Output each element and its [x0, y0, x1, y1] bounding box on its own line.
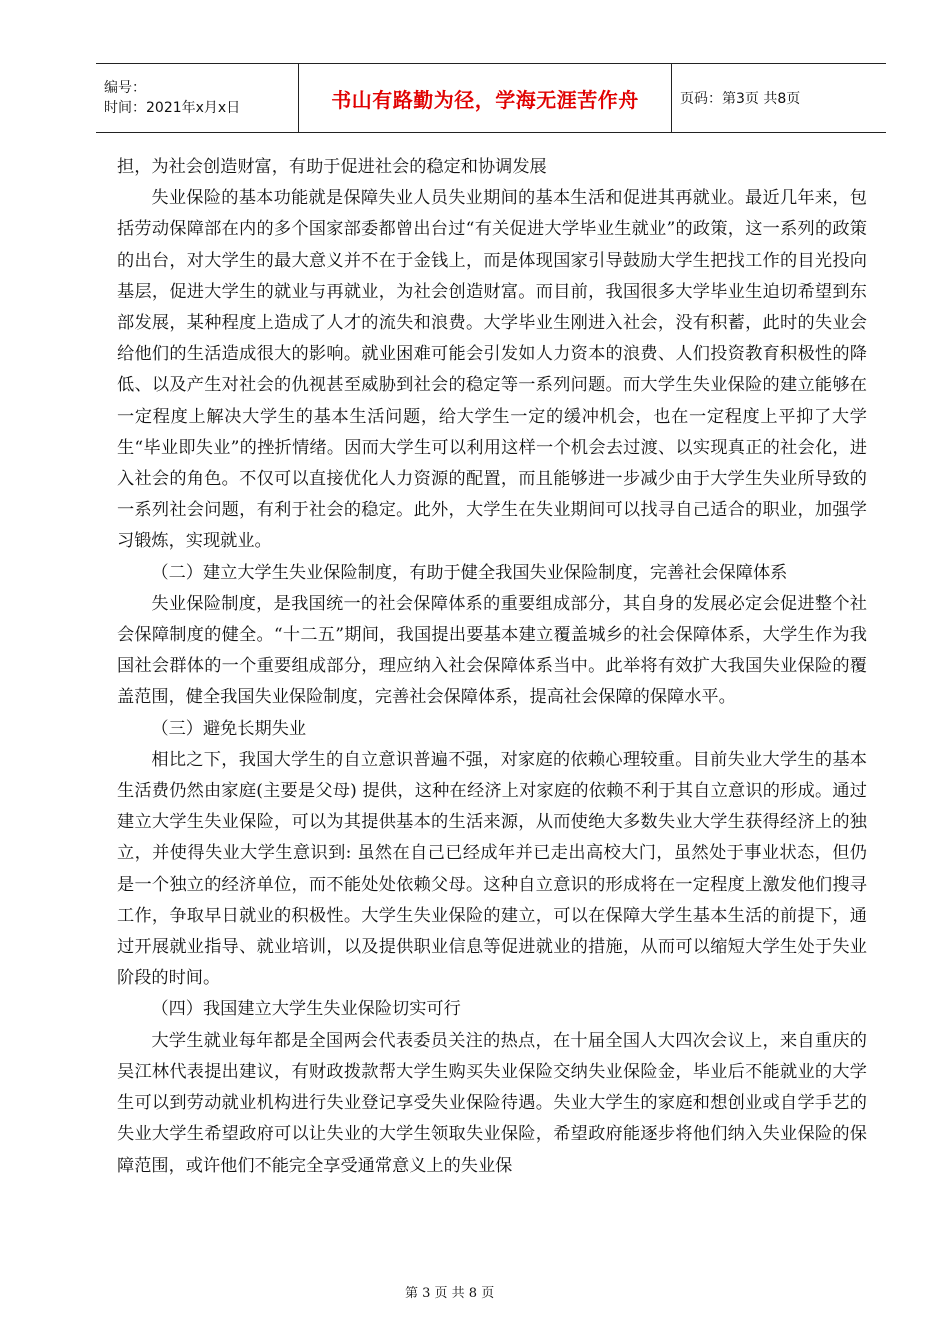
- header-page-info-cell: [672, 64, 886, 132]
- paragraph: 相比之下，我国大学生的自立意识普遍不强，对家庭的依赖心理较重。目前失业大学生的基本生活费仍然由家庭(主要是父母) 提供，这种在经济上对家庭的依赖不利于其自立意识的形成。通过建立大学生失业保险，可以为其提供基本的生活来源，从而使绝大多数失业大学生获得经济上的独立，并使得失业大学生意识到: 虽然在自己已经成年并已走出高校大门，虽然处于事业状态，但仍是一个独立的经济单位，而不能处处依赖父母。这种自立意识的形成将在一定程度上激发他们搜寻工作，争取早日就业的积极性。大学生失业保险的建立，可以在保障大学生基本生活的前提下，通过开展就业指导、就业培训，以及提供职业信息等促进就业的措施，从而可以缩短大学生处于失业阶段的时间。: [117, 749, 867, 989]
- paragraph: 失业保险制度，是我国统一的社会保障体系的重要组成部分，其自身的发展必定会促进整个社会保障制度的健全。“十二五”期间，我国提出要基本建立覆盖城乡的社会保障体系，大学生作为我国社会群体的一个重要组成部分，理应纳入社会保障体系当中。此举将有效扩大我国失业保险的覆盖范围，健全我国失业保险制度，完善社会保障体系，提高社会保障的保障水平。: [117, 593, 867, 708]
- document-time-label: 时间：2021年x月x日: [104, 100, 241, 116]
- page-footer: [0, 1282, 950, 1301]
- document-number-label: 编号：: [104, 80, 146, 96]
- section-heading: （三）避免长期失业: [151, 718, 307, 739]
- paragraph: 担，为社会创造财富，有助于促进社会的稳定和协调发展: [117, 157, 547, 177]
- footer-page-number: 第 3 页 共 8 页: [405, 1286, 495, 1301]
- paragraph: 大学生就业每年都是全国两会代表委员关注的热点，在十届全国人大四次会议上，来自重庆的吴江林代表提出建议，有财政拨款帮大学生购买失业保险交纳失业保险金，毕业后不能就业的大学生可以到劳动就业机构进行失业登记享受失业保险待遇。失业大学生的家庭和想创业或自学手艺的失业大学生希望政府可以让失业的大学生领取失业保险，希望政府能逐步将他们纳入失业保险的保障范围，或许他们不能完全享受通常意义上的失业保: [117, 1030, 867, 1176]
- section-heading: （四）我国建立大学生失业保险切实可行: [151, 999, 461, 1020]
- header-meta: [96, 64, 298, 132]
- paragraph: 失业保险的基本功能就是保障失业人员失业期间的基本生活和促进其再就业。最近几年来，包括劳动保障部在内的多个国家部委都曾出台过“有关促进大学毕业生就业”的政策，这一系列的政策的出台，对大学生的最大意义并不在于金钱上，而是体现国家引导鼓励大学生把找工作的目光投向基层，促进大学生的就业与再就业，为社会创造财富。而目前，我国很多大学毕业生迫切希望到东部发展，某种程度上造成了人才的流失和浪费。大学毕业生刚进入社会，没有积蓄，此时的失业会给他们的生活造成很大的影响。就业困难可能会引发如人力资本的浪费、人们投资教育积极性的降低、以及产生对社会的仇视甚至威胁到社会的稳定等一系列问题。而大学生失业保险的建立能够在一定程度上解决大学生的基本生活问题，给大学生一定的缓冲机会，也在一定程度上平抑了大学生“毕业即失业”的挫折情绪。因而大学生可以利用这样一个机会去过渡、以实现真正的社会化，进入社会的角色。不仅可以直接优化人力资源的配置，而且能够进一步减少由于大学生失业所导致的一系列社会问题，有利于社会的稳定。此外，大学生在失业期间可以找寻自己适合的职业，加强学习锻炼，实现就业。: [117, 188, 867, 552]
- header-motto-cell: [298, 64, 672, 132]
- page-header: [96, 63, 886, 133]
- header-motto: 书山有路勤为径，学海无涯苦作舟: [331, 87, 639, 112]
- section-heading: （二）建立大学生失业保险制度，有助于健全我国失业保险制度，完善社会保障体系: [151, 562, 788, 583]
- document-body: [117, 152, 867, 1182]
- header-page-info: 页码：第3页 共8页: [680, 91, 801, 107]
